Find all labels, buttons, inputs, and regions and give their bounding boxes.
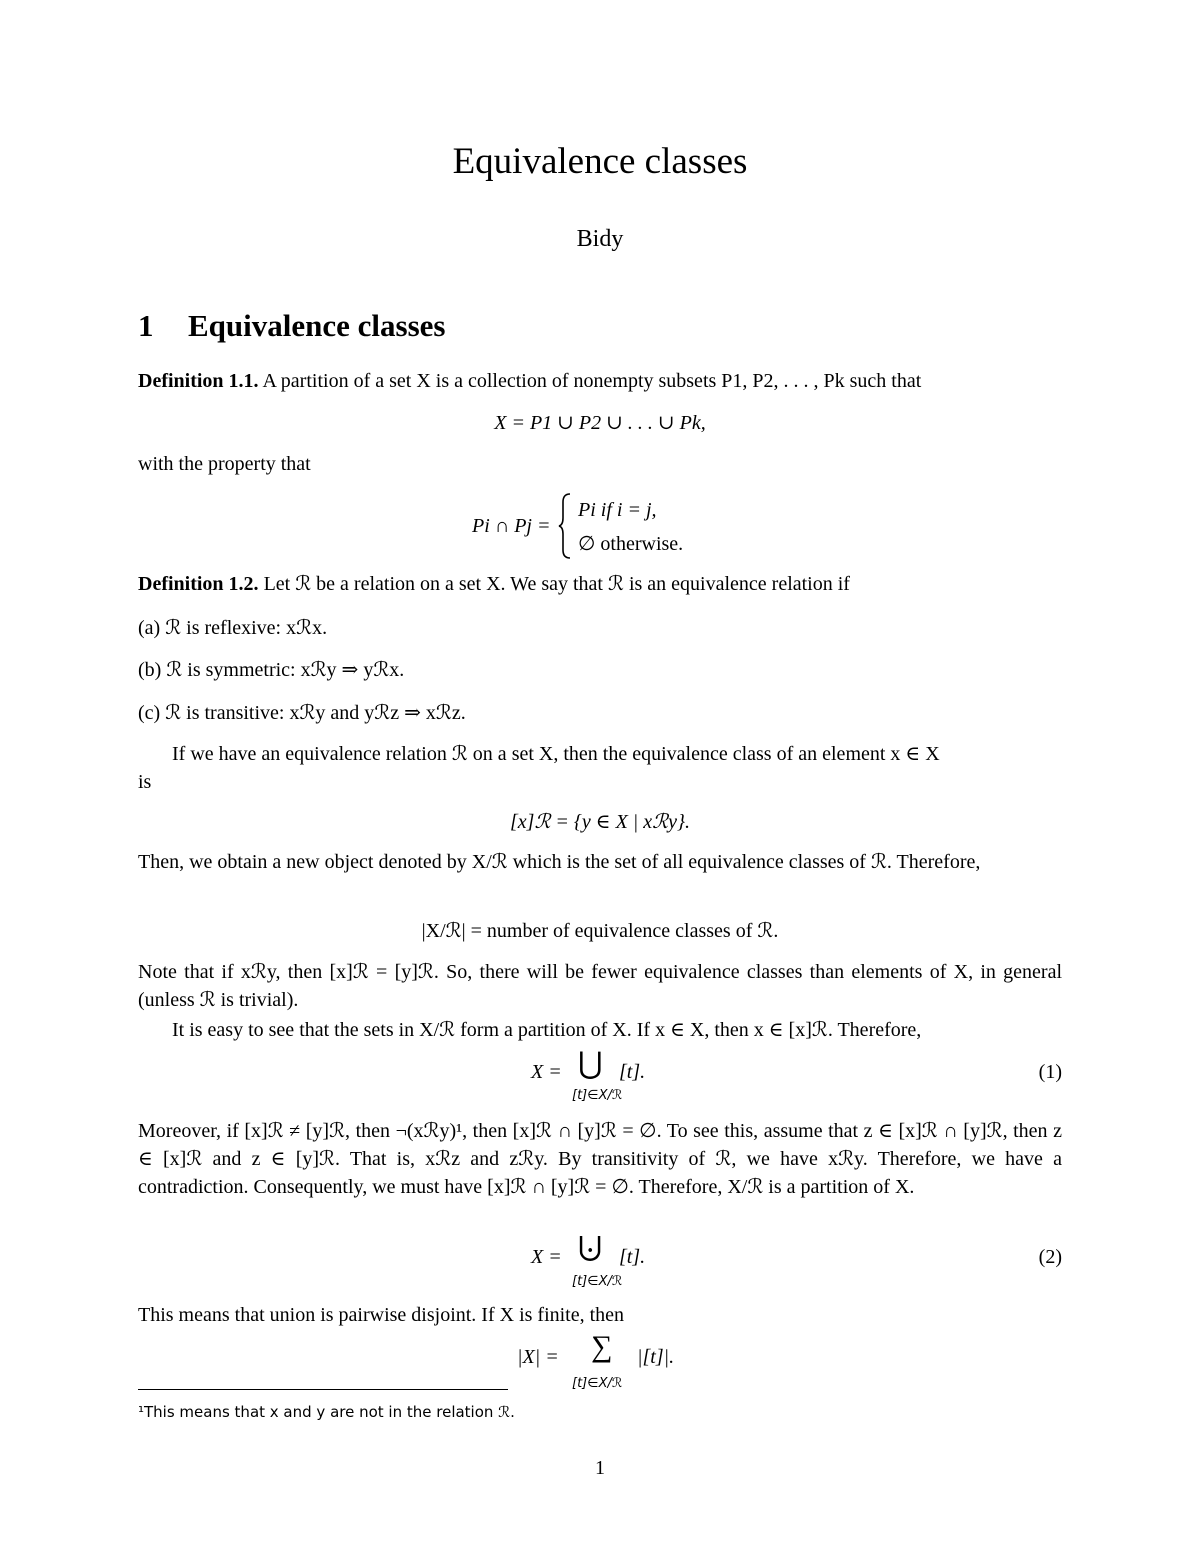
section-title: Equivalence classes [188, 308, 446, 343]
paper-author: Bidy [576, 226, 624, 252]
equation-1-number: (1) [1038, 1061, 1062, 1083]
piecewise-lhs: Pi ∩ Pj = [472, 515, 551, 537]
section-heading [138, 306, 445, 346]
equation-3-lhs: |X| = [517, 1346, 559, 1368]
big-union-symbol: ⋃ [578, 1047, 603, 1080]
equation-3-rhs: |[t]|. [637, 1346, 675, 1368]
page-number: 1 [595, 1457, 605, 1479]
definition-label: Definition 1.2. [138, 573, 259, 595]
property-reflexive: (a) ℛ is reflexive: xℛx. [138, 617, 328, 639]
piecewise-case-2: ∅ otherwise. [578, 533, 684, 555]
left-brace-icon [558, 492, 572, 560]
piecewise-case-1: Pi if i = j, [578, 499, 657, 521]
equation-2-number: (2) [1038, 1246, 1062, 1268]
paragraph-finite: This means that union is pairwise disjoint. If X is finite, then [138, 1304, 625, 1326]
equation-1-subscript: [t]∈X/ℛ [572, 1088, 623, 1103]
paragraph-note: Note that if xℛy, then [x]ℛ = [y]ℛ. So, there will be fewer equivalence classes than elements of X, in general (unless ℛ is trivial). [138, 961, 1062, 1011]
equation-2-subscript: [t]∈X/ℛ [572, 1274, 623, 1289]
definition-1-1 [138, 367, 1062, 395]
footnote: ¹This means that x and y are not in the relation ℛ. [138, 1403, 515, 1421]
definition-after-text: with the property that [138, 453, 311, 475]
paragraph-disjointness: Moreover, if [x]ℛ ≠ [y]ℛ, then ¬(xℛy)¹, then [x]ℛ ∩ [y]ℛ = ∅. To see this, assume that z ∈ [x]ℛ ∩ [y]ℛ, then z ∈ [x]ℛ and z ∈ [y]ℛ. That is, xℛz and zℛy. By transitivity of ℛ, we have xℛy. Therefore, we have a contradiction. Consequently, we must have [x]ℛ ∩ [y]ℛ = ∅. Therefore, X/ℛ is a partition of X. [138, 1120, 1062, 1198]
definition-text: Let ℛ be a relation on a set X. We say that ℛ is an equivalence relation if [263, 573, 850, 595]
equation-1-rhs: [t]. [619, 1061, 646, 1083]
footnote-rule [138, 1389, 508, 1390]
equation-cardinality: |X/ℛ| = number of equivalence classes of ℛ. [421, 920, 779, 942]
paragraph-equivalence-class-line-2: is [138, 771, 152, 793]
paragraph-quotient-set: Then, we obtain a new object denoted by X/ℛ which is the set of all equivalence classes of ℛ. Therefore, [138, 851, 981, 873]
paragraph-equivalence-class-line-1: If we have an equivalence relation ℛ on a set X, then the equivalence class of an element x ∈ X [172, 743, 940, 765]
paragraph-partition-claim: It is easy to see that the sets in X/ℛ form a partition of X. If x ∈ X, then x ∈ [x]ℛ. Therefore, [172, 1019, 922, 1041]
definition-text: A partition of a set X is a collection of nonempty subsets P1, P2, . . . , Pk such that [262, 370, 922, 392]
summation-symbol: ∑ [591, 1330, 613, 1363]
equation-partition-union: X = P1 ∪ P2 ∪ . . . ∪ Pk, [494, 412, 706, 434]
paper-title: Equivalence classes [452, 141, 748, 182]
disjoint-union-symbol: ⨃ [578, 1232, 603, 1265]
property-transitive: (c) ℛ is transitive: xℛy and yℛz ⇒ xℛz. [138, 702, 466, 724]
equation-equivalence-class: [x]ℛ = {y ∈ X | xℛy}. [510, 811, 690, 833]
section-number: 1 [138, 308, 154, 343]
equation-2-rhs: [t]. [619, 1246, 646, 1268]
definition-label: Definition 1.1. [138, 370, 259, 392]
equation-2-lhs: X = [531, 1246, 562, 1268]
equation-3-subscript: [t]∈X/ℛ [572, 1376, 623, 1391]
property-symmetric: (b) ℛ is symmetric: xℛy ⇒ yℛx. [138, 659, 405, 681]
definition-1-2 [138, 570, 1062, 598]
equation-1-lhs: X = [531, 1061, 562, 1083]
